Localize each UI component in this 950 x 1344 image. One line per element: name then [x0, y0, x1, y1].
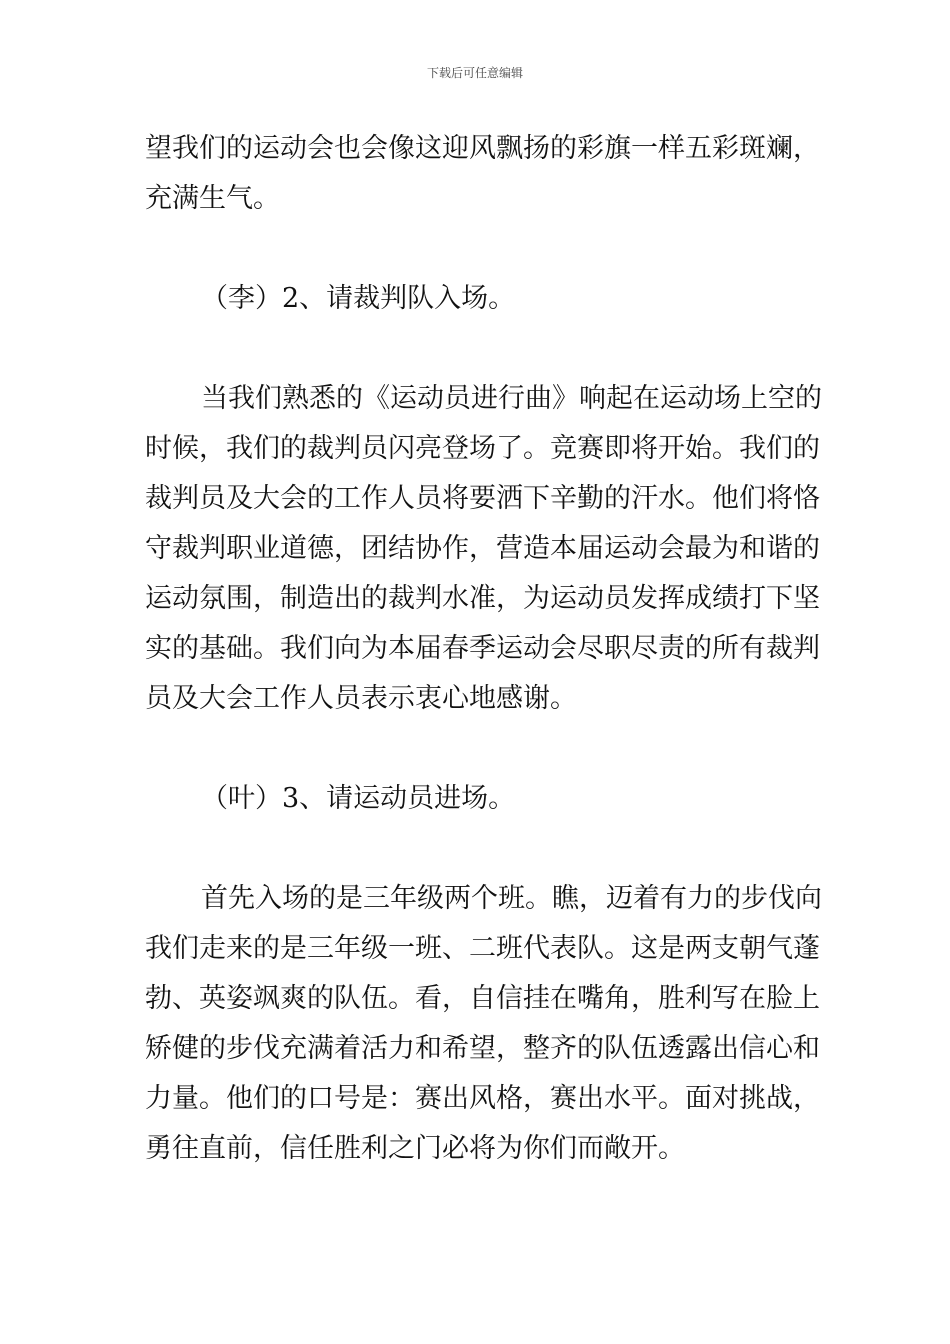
text-line: 员及大会工作人员表示衷心地感谢。 [145, 683, 577, 714]
text-line: 实的基础。我们向为本届春季运动会尽职尽责的所有裁判 [145, 633, 820, 664]
page-header: 下载后可任意编辑 [426, 66, 523, 80]
text-line: 时候，我们的裁判员闪亮登场了。竞赛即将开始。我们的 [145, 433, 820, 464]
text-line: 力量。他们的口号是：赛出风格，赛出水平。面对挑战， [145, 1083, 820, 1114]
text-line: 矫健的步伐充满着活力和希望，整齐的队伍透露出信心和 [145, 1033, 820, 1064]
text-line: 裁判员及大会的工作人员将要洒下辛勤的汗水。他们将恪 [145, 483, 820, 514]
text-line: 勃、英姿飒爽的队伍。看，自信挂在嘴角，胜利写在脸上 [145, 983, 820, 1014]
text-line: 首先入场的是三年级两个班。瞧，迈着有力的步伐向 [201, 883, 822, 914]
text-line: 运动氛围，制造出的裁判水准，为运动员发挥成绩打下坚 [145, 583, 820, 614]
text-line: 充满生气。 [145, 183, 280, 214]
section-heading: （李）2、请裁判队入场。 [201, 283, 516, 314]
section-heading: （叶）3、请运动员进场。 [201, 783, 516, 814]
text-line: 勇往直前，信任胜利之门必将为你们而敞开。 [145, 1133, 685, 1164]
text-line: 当我们熟悉的《运动员进行曲》响起在运动场上空的 [201, 383, 822, 414]
document-body [145, 124, 822, 1174]
text-line: 望我们的运动会也会像这迎风飘扬的彩旗一样五彩斑斓， [145, 133, 820, 164]
text-line: 我们走来的是三年级一班、二班代表队。这是两支朝气蓬 [145, 933, 820, 964]
text-line: 守裁判职业道德，团结协作，营造本届运动会最为和谐的 [145, 533, 820, 564]
